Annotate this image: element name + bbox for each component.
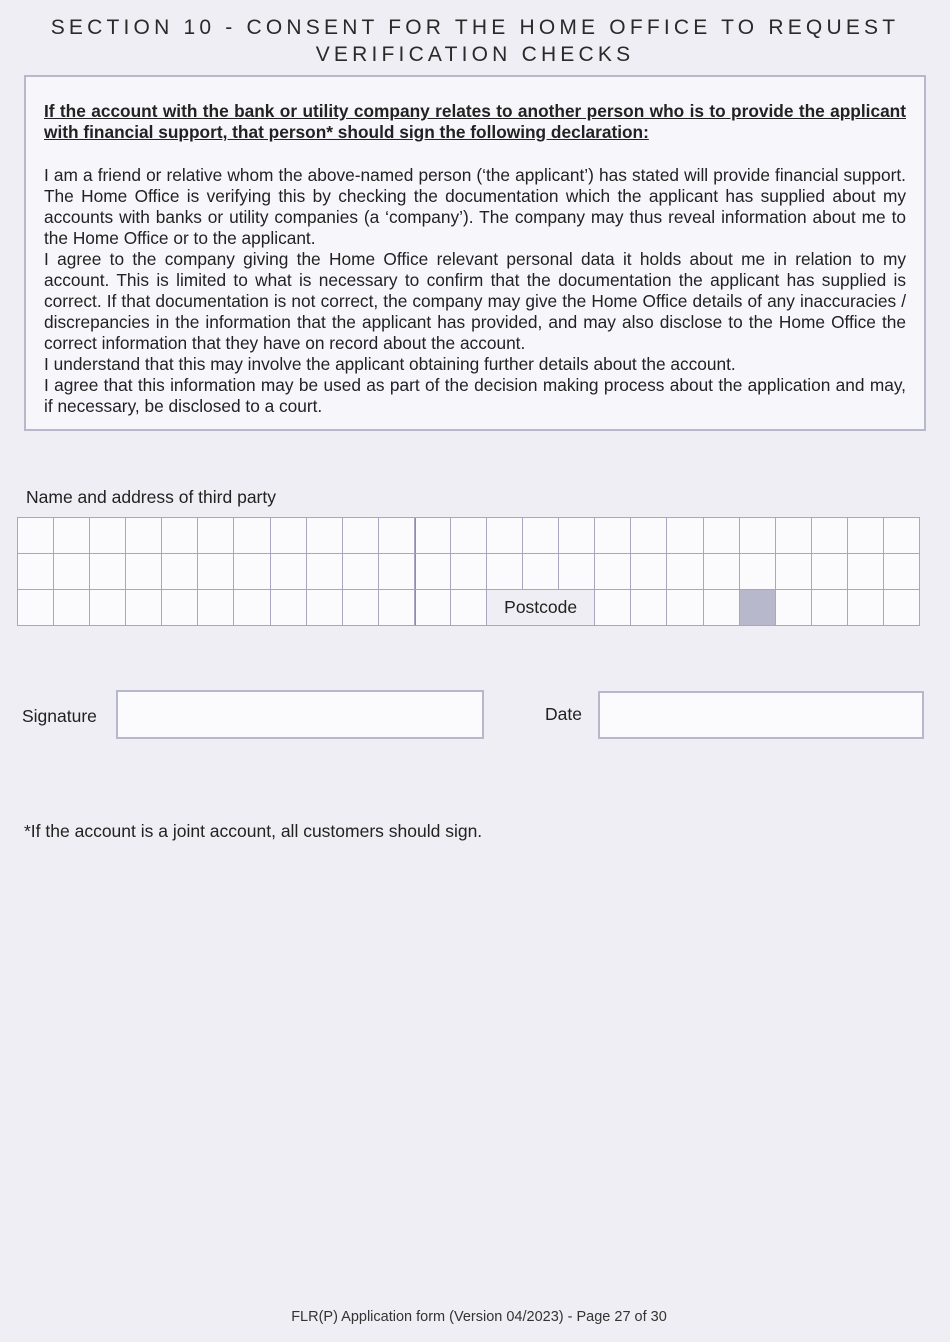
declaration-paragraph: I understand that this may involve the applicant obtaining further details about the account. [44,354,736,374]
signature-field[interactable] [116,690,484,739]
address-char-box[interactable] [667,518,703,554]
postcode-label: Postcode [487,590,595,626]
address-char-box[interactable] [379,554,415,590]
address-char-box[interactable] [523,518,559,554]
postcode-char-box[interactable] [631,590,667,626]
address-char-box[interactable] [595,518,631,554]
address-char-box[interactable] [884,518,920,554]
address-char-box[interactable] [379,590,415,626]
address-char-box[interactable] [812,518,848,554]
postcode-char-box[interactable] [740,590,776,626]
address-char-box[interactable] [126,590,162,626]
address-char-box[interactable] [487,518,523,554]
address-char-box[interactable] [884,554,920,590]
declaration-box [24,75,926,431]
address-char-box[interactable] [307,590,343,626]
address-char-box[interactable] [343,518,379,554]
address-char-box[interactable] [776,518,812,554]
address-char-box[interactable] [559,554,595,590]
address-char-box[interactable] [343,554,379,590]
address-char-box[interactable] [271,518,307,554]
date-label: Date [545,704,582,724]
postcode-char-box[interactable] [667,590,703,626]
address-char-box[interactable] [848,518,884,554]
address-char-box[interactable] [487,554,523,590]
address-char-box[interactable] [90,590,126,626]
postcode-char-box[interactable] [704,590,740,626]
address-char-box[interactable] [271,554,307,590]
third-party-label: Name and address of third party [26,487,276,507]
address-char-box[interactable] [54,554,90,590]
address-char-box[interactable] [162,518,198,554]
address-char-box[interactable] [198,554,234,590]
address-char-box[interactable] [90,518,126,554]
postcode-char-box[interactable] [848,590,884,626]
address-char-box[interactable] [18,518,54,554]
address-char-box[interactable] [198,518,234,554]
declaration-body [44,165,906,417]
declaration-paragraph: I am a friend or relative whom the above-named person (‘the applicant’) has stated will provide financial support. The Home Office is verifying this by checking the documentation which the applicant has supplied about my accounts with banks or utility companies (a ‘company’). The company may thus reveal information about me to the Home Office or to the applicant. [44,165,906,248]
address-char-box[interactable] [559,518,595,554]
postcode-char-box[interactable] [776,590,812,626]
declaration-paragraph: I agree to the company giving the Home Office relevant personal data it holds about me in relation to my account. This is limited to what is necessary to confirm that the documentation the applicant has supplied is correct. If that documentation is not correct, the company may give the Home Office details of any inaccuracies / discrepancies in the information that the applicant has provided, and may also disclose to the Home Office the correct information that they have on record about the account. [44,249,906,353]
address-char-box[interactable] [126,518,162,554]
signature-label: Signature [22,706,97,726]
address-char-box[interactable] [704,554,740,590]
address-char-box[interactable] [90,554,126,590]
address-char-box[interactable] [343,590,379,626]
address-char-box[interactable] [776,554,812,590]
address-char-box[interactable] [740,518,776,554]
address-char-box[interactable] [162,590,198,626]
address-char-box[interactable] [271,590,307,626]
date-field[interactable] [598,691,924,739]
postcode-char-box[interactable] [884,590,920,626]
address-char-box[interactable] [451,554,487,590]
address-char-box[interactable] [704,518,740,554]
section-title-line-2: VERIFICATION CHECKS [315,43,635,66]
address-char-box[interactable] [523,554,559,590]
address-char-box[interactable] [667,554,703,590]
address-char-box[interactable] [379,518,415,554]
address-char-box[interactable] [234,518,270,554]
address-char-box[interactable] [415,518,451,554]
address-char-box[interactable] [631,518,667,554]
address-char-box[interactable] [307,518,343,554]
section-title [20,14,930,68]
address-char-box[interactable] [307,554,343,590]
address-char-box[interactable] [234,554,270,590]
address-char-box[interactable] [595,554,631,590]
address-char-box[interactable] [126,554,162,590]
postcode-char-box[interactable] [812,590,848,626]
address-char-box[interactable] [198,590,234,626]
address-char-box[interactable] [234,590,270,626]
address-char-box[interactable] [631,554,667,590]
address-char-box[interactable] [54,590,90,626]
address-char-box[interactable] [415,590,451,626]
joint-account-note: *If the account is a joint account, all customers should sign. [24,821,483,841]
third-party-address-grid [17,517,920,626]
declaration-paragraph: I agree that this information may be used as part of the decision making process about the application and may, if necessary, be disclosed to a court. [44,375,906,416]
address-char-box[interactable] [451,518,487,554]
address-char-box[interactable] [812,554,848,590]
address-char-box[interactable] [740,554,776,590]
address-char-box[interactable] [54,518,90,554]
address-char-box[interactable] [18,590,54,626]
declaration-lead: If the account with the bank or utility company relates to another person who is to provide the applicant with financial support, that person* should sign the following declaration: [44,101,906,142]
page-footer: FLR(P) Application form (Version 04/2023) - Page 27 of 30 [291,1309,667,1325]
address-char-box[interactable] [415,554,451,590]
postcode-char-box[interactable] [595,590,631,626]
address-char-box[interactable] [18,554,54,590]
section-title-line-1: SECTION 10 - CONSENT FOR THE HOME OFFICE TO REQUEST [50,16,900,39]
address-char-box[interactable] [162,554,198,590]
address-char-box[interactable] [848,554,884,590]
address-char-box[interactable] [451,590,487,626]
